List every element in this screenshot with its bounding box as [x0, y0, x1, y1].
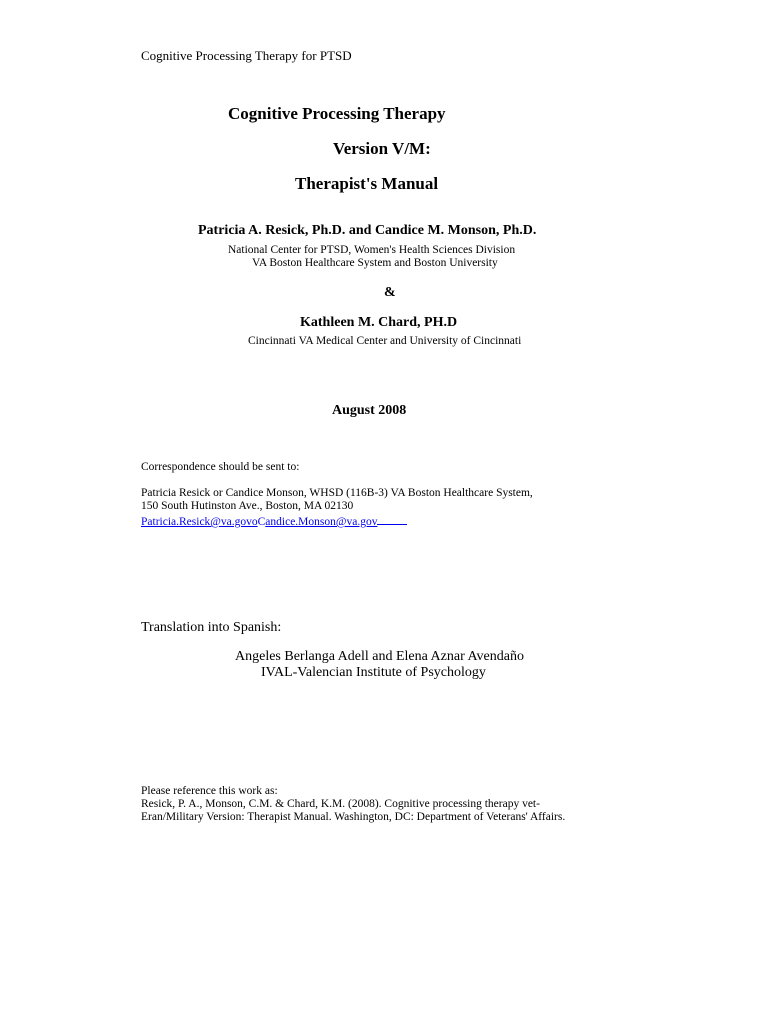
reference-label: Please reference this work as: [141, 785, 278, 797]
running-header: Cognitive Processing Therapy for PTSD [141, 48, 352, 63]
correspondence-line-1: Patricia Resick or Candice Monson, WHSD (116B-3) VA Boston Healthcare System, [141, 487, 533, 499]
primary-affiliation-2: VA Boston Healthcare System and Boston University [252, 257, 498, 269]
translation-label: Translation into Spanish: [141, 620, 282, 635]
secondary-affiliation: Cincinnati VA Medical Center and University of Cincinnati [248, 335, 522, 347]
link-underline-padding [377, 515, 407, 525]
reference-line-1: Resick, P. A., Monson, C.M. & Chard, K.M. (2008). Cognitive processing therapy vet- [141, 798, 540, 810]
email-links [141, 515, 407, 529]
email-link-monson[interactable]: andice.Monson@va.gov [265, 516, 378, 528]
translators: Angeles Berlanga Adell and Elena Aznar Avendaño [235, 649, 524, 664]
correspondence-line-2: 150 South Hutinston Ave., Boston, MA 02130 [141, 500, 354, 512]
primary-affiliation-1: National Center for PTSD, Women's Health Sciences Division [228, 244, 516, 256]
title-line-3: Therapist's Manual [295, 174, 439, 193]
reference-line-2: Eran/Military Version: Therapist Manual. Washington, DC: Department of Veterans' Affairs. [141, 811, 566, 823]
primary-authors: Patricia A. Resick, Ph.D. and Candice M. Monson, Ph.D. [198, 223, 537, 238]
translation-institute: IVAL-Valencian Institute of Psychology [261, 665, 486, 680]
email-joiner: C [257, 516, 266, 528]
email-link-resick[interactable]: Patricia.Resick@va.govo [141, 516, 258, 528]
title-line-2: Version V/M: [333, 139, 431, 158]
publication-date: August 2008 [332, 403, 407, 418]
correspondence-label: Correspondence should be sent to: [141, 461, 300, 473]
ampersand: & [384, 285, 396, 300]
title-line-1: Cognitive Processing Therapy [228, 104, 446, 123]
secondary-author: Kathleen M. Chard, PH.D [300, 315, 458, 330]
